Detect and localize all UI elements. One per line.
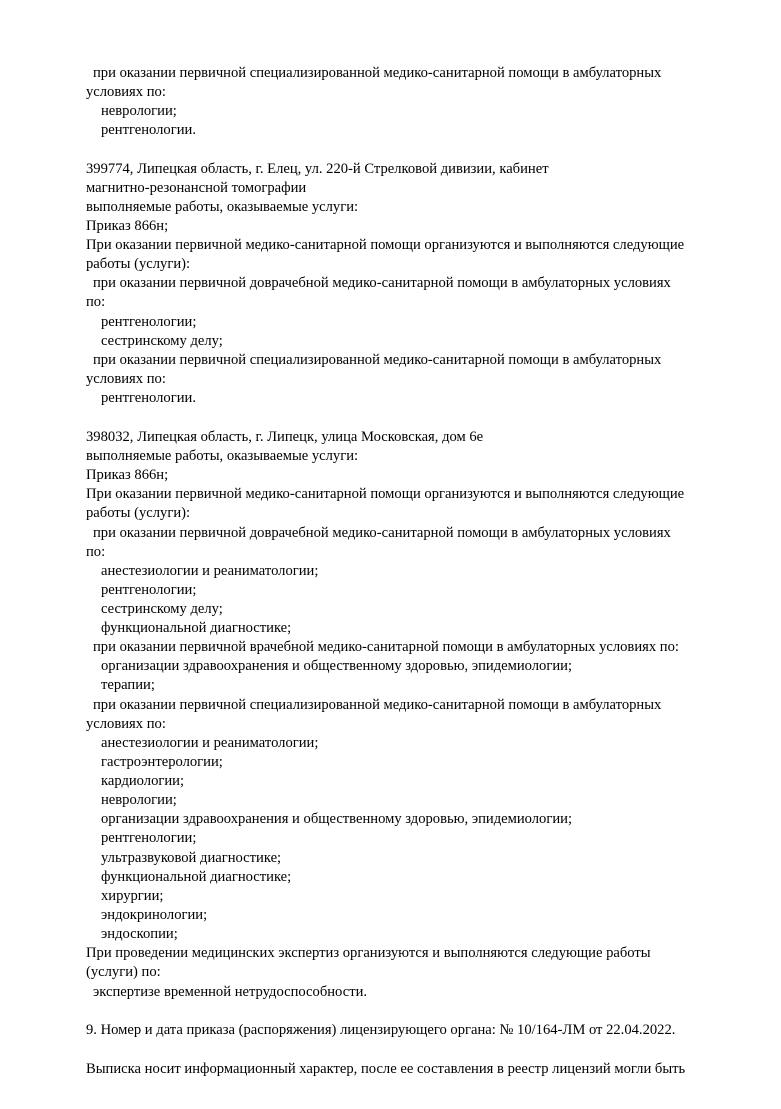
text-line: неврологии; (101, 103, 177, 119)
text-line: гастроэнтерологии; (101, 754, 223, 770)
text-line: Приказ 866н; (86, 467, 169, 483)
text-line: при оказании первичной доврачебной медико-санитарной помощи в амбулаторных условиях (93, 525, 671, 541)
text-line: рентгенологии. (101, 122, 196, 138)
text-line: рентгенологии; (101, 314, 197, 330)
text-line: условиях по: (86, 716, 166, 732)
text-line: анестезиологии и реаниматологии; (101, 735, 319, 751)
text-line: сестринскому делу; (101, 601, 223, 617)
text-line: эндокринологии; (101, 907, 208, 923)
address-line: 399774, Липецкая область, г. Елец, ул. 220-й Стрелковой дивизии, кабинет (86, 161, 549, 177)
text-line: рентгенологии. (101, 390, 196, 406)
text-line: выполняемые работы, оказываемые услуги: (86, 448, 359, 464)
order-line: 9. Номер и дата приказа (распоряжения) лицензирующего органа: № 10/164-ЛМ от 22.04.2022. (86, 1022, 676, 1038)
text-line: (услуги) по: (86, 964, 161, 980)
text-line: кардиологии; (101, 773, 185, 789)
text-line: эндоскопии; (101, 926, 178, 942)
text-line: работы (услуги): (86, 256, 191, 272)
text-line: по: (86, 294, 106, 310)
text-line: выполняемые работы, оказываемые услуги: (86, 199, 359, 215)
text-line: при оказании первичной специализированной медико-санитарной помощи в амбулаторных (93, 697, 662, 713)
text-line: организации здравоохранения и общественному здоровью, эпидемиологии; (101, 811, 573, 827)
text-line: при оказании первичной специализированной медико-санитарной помощи в амбулаторных (93, 352, 662, 368)
text-line: При оказании первичной медико-санитарной помощи организуются и выполняются следующие (86, 486, 685, 502)
text-line: условиях по: (86, 371, 166, 387)
text-line: при оказании первичной врачебной медико-санитарной помощи в амбулаторных условиях по: (93, 639, 679, 655)
text-line: рентгенологии; (101, 830, 197, 846)
address-line: 398032, Липецкая область, г. Липецк, улица Московская, дом 6е (86, 429, 484, 445)
text-line: Приказ 866н; (86, 218, 169, 234)
text-line: При оказании первичной медико-санитарной помощи организуются и выполняются следующие (86, 237, 685, 253)
text-line: терапии; (101, 677, 155, 693)
text-line: ультразвуковой диагностике; (101, 850, 282, 866)
text-line: сестринскому делу; (101, 333, 223, 349)
text-line: по: (86, 544, 106, 560)
text-line: Выписка носит информационный характер, после ее составления в реестр лицензий могли быть (86, 1061, 686, 1077)
text-line: функциональной диагностике; (101, 620, 292, 636)
text-line: при оказании первичной доврачебной медико-санитарной помощи в амбулаторных условиях (93, 275, 671, 291)
text-line: экспертизе временной нетрудоспособности. (93, 984, 368, 1000)
text-line: рентгенологии; (101, 582, 197, 598)
text-line: хирургии; (101, 888, 164, 904)
text-line: неврологии; (101, 792, 177, 808)
text-line: При проведении медицинских экспертиз организуются и выполняются следующие работы (86, 945, 651, 961)
text-line: функциональной диагностике; (101, 869, 292, 885)
text-line: магнитно-резонансной томографии (86, 180, 307, 196)
text-line: при оказании первичной специализированной медико-санитарной помощи в амбулаторных (93, 65, 662, 81)
text-line: анестезиологии и реаниматологии; (101, 563, 319, 579)
text-line: организации здравоохранения и общественному здоровью, эпидемиологии; (101, 658, 573, 674)
text-line: условиях по: (86, 84, 166, 100)
text-line: работы (услуги): (86, 505, 191, 521)
